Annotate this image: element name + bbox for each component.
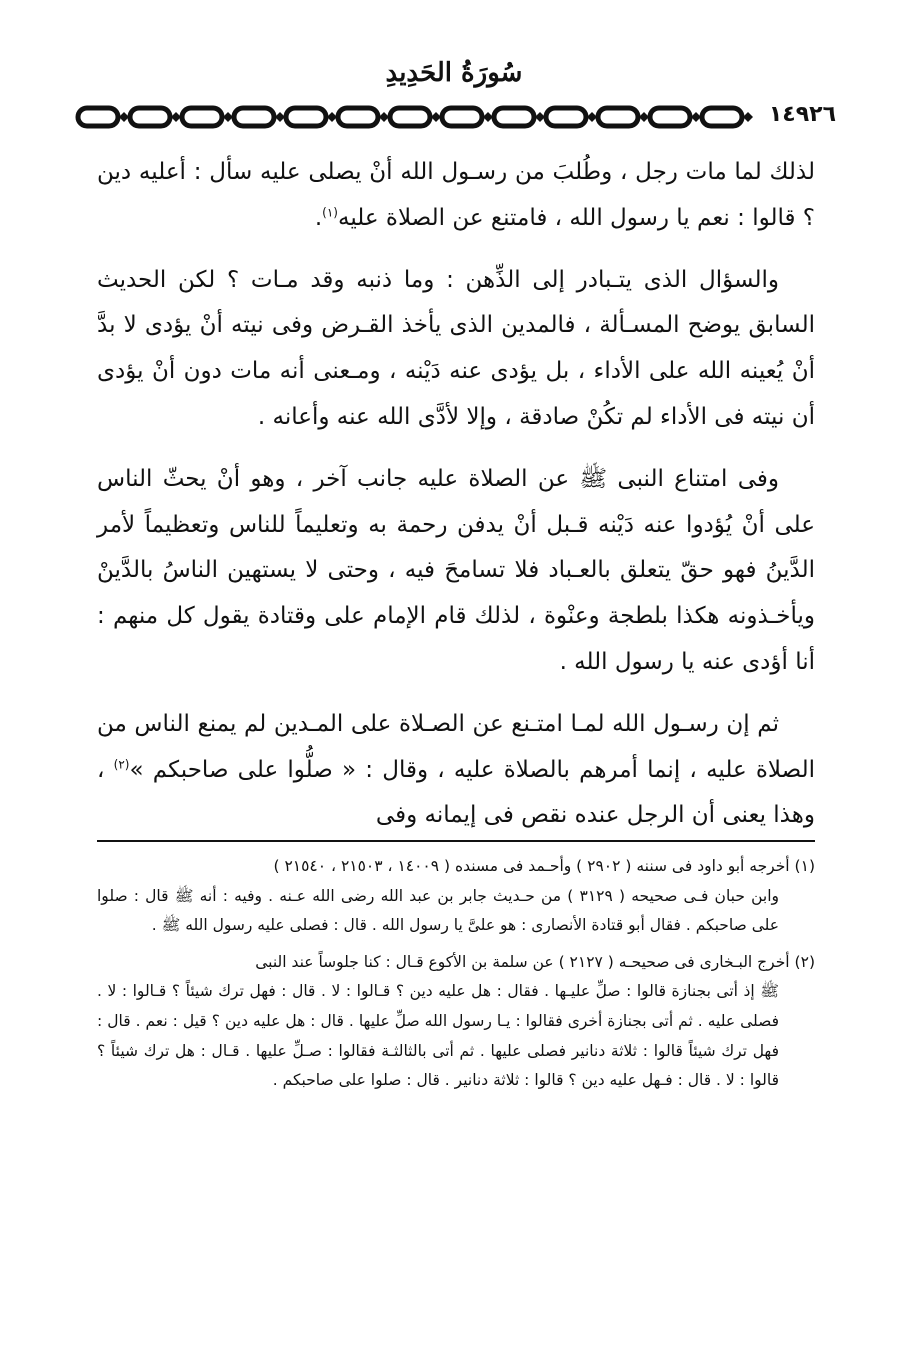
chain-link	[702, 108, 742, 126]
page-number: ١٤٩٢٦	[768, 102, 836, 127]
chain-link	[130, 108, 170, 126]
surah-title: سُورَةُ الحَدِيدِ	[385, 58, 523, 88]
chain-diamond	[743, 112, 753, 122]
chain-link	[598, 108, 638, 126]
footnote-ref-2[interactable]: (٢)	[113, 756, 130, 771]
footnote-ref-1[interactable]: (١)	[322, 205, 338, 220]
ornamental-chain-rule	[72, 100, 762, 134]
footnotes	[97, 852, 815, 1103]
chain-link	[182, 108, 222, 126]
paragraph-1-text: لذلك لما مات رجل ، وطُلبَ من رسـول الله أنْ يصلى عليه سأل : أعليه دين ؟ قالوا : نعم يا رسول الله ، فامتنع عن الصلاة عليه	[97, 159, 815, 231]
footnote-1-first-line: أخرجه أبو داود فى سننه ( ٢٩٠٢ ) وأحـمد فى مسنده ( ١٤٠٠٩ ، ٢١٥٠٣ ، ٢١٥٤٠ )	[273, 857, 790, 875]
footnote-1	[97, 852, 815, 941]
chain-link	[650, 108, 690, 126]
footnote-separator	[97, 840, 815, 842]
paragraph-3	[97, 457, 815, 686]
footnote-2-number: (٢)	[794, 952, 815, 971]
main-text	[97, 150, 815, 855]
paragraph-1	[97, 150, 815, 242]
chain-link	[338, 108, 378, 126]
chain-link	[494, 108, 534, 126]
paragraph-1-tail: .	[314, 204, 323, 231]
footnote-1-continuation: وابن حبان فـى صحيحه ( ٣١٢٩ ) من حـديث جابر بن عبد الله رضى الله عـنه . وفيه : أنه ﷺ قال : صلوا على صاحبكم . فقال أبو قتادة الأنصارى : هو علىَّ يا رسول الله . قال : فصلى عليه رسول الله ﷺ .	[97, 886, 779, 935]
footnote-1-number: (١)	[794, 857, 815, 875]
chain-link	[78, 108, 118, 126]
paragraph-4-text: ثم إن رسـول الله لمـا امتـنع عن الصـلاة على المـدين لم يمنع الناس من الصلاة عليه ، إنما أمرهم بالصلاة عليه ، وقال : « صلُّوا على صاحبكم »	[97, 710, 816, 783]
chain-link	[234, 108, 274, 126]
paragraph-3-text: وفى امتناع النبى ﷺ عن الصلاة عليه جانب آخر ، وهو أنْ يحثّ الناس على أنْ يُؤدوا عنه دَيْنه قـبل أنْ يدفن رحمة به وتعليماً للناس وتعظيماً لأمر الدَّينُ فهو حقّ يتعلق بالعـباد فلا تسامحَ فيه ، وحتى لا يستهين الناسُ بالدَّينْ ويأخـذونه هكذا بلطجة وعنْوة ، لذلك قام الإمام على وقتادة يقول كل منهم : أنا أؤدى عنه يا رسول الله .	[97, 465, 815, 675]
chain-link	[286, 108, 326, 126]
paragraph-4	[97, 702, 815, 839]
paragraph-2-text: والسؤال الذى يتـبادر إلى الذِّهن : وما ذنبه وقد مـات ؟ لكن الحديث السابق يوضح المسـألة ، فالمدين الذى يأخذ القـرض وفى نيته أنْ يؤدى لا بدَّ أنْ يُعينه الله على الأداء ، بل يؤدى عنه دَيْنه ، ومـعنى أنه مات دون أنْ يؤدى أن نيته فى الأداء لم تكُنْ صادقة ، وإلا لأدَّى الله عنه وأعانه .	[97, 266, 815, 430]
paragraph-4-tail: ، وهذا يعنى أن الرجل عنده نقص فى إيمانه وفى	[97, 756, 815, 829]
footnote-2-first-line: أخرج البـخارى فى صحيحـه ( ٢١٢٧ ) عن سلمة بن الأكوع قـال : كنا جلوساً عند النبى	[255, 952, 790, 971]
footnote-2	[97, 948, 815, 1096]
chain-link	[390, 108, 430, 126]
paragraph-2	[97, 258, 815, 441]
footnote-2-continuation: ﷺ إذ أتى بجنازة قالوا : صلِّ عليـها . فقال : هل عليه دين ؟ قـالوا : لا . قال : فهل ترك شيئاً ؟ قـالوا : لا . فصلى عليه . ثم أتى بجنازة أخرى فقالوا : يـا رسول الله صلِّ عليها . قال : هل عليه دين ؟ قيل : نعم . قال : فهل ترك شيئاً قالوا : ثلاثة دنانير فصلى عليها . ثم أتى بالثالثـة فقالوا : صـلِّ عليها . قـال : هل ترك شيئاً ؟ قالوا : لا . قال : فـهل عليه دين ؟ قالوا : ثلاثة دنانير . قال : صلوا على صاحبكم .	[97, 982, 779, 1090]
chain-link	[442, 108, 482, 126]
chain-link	[546, 108, 586, 126]
